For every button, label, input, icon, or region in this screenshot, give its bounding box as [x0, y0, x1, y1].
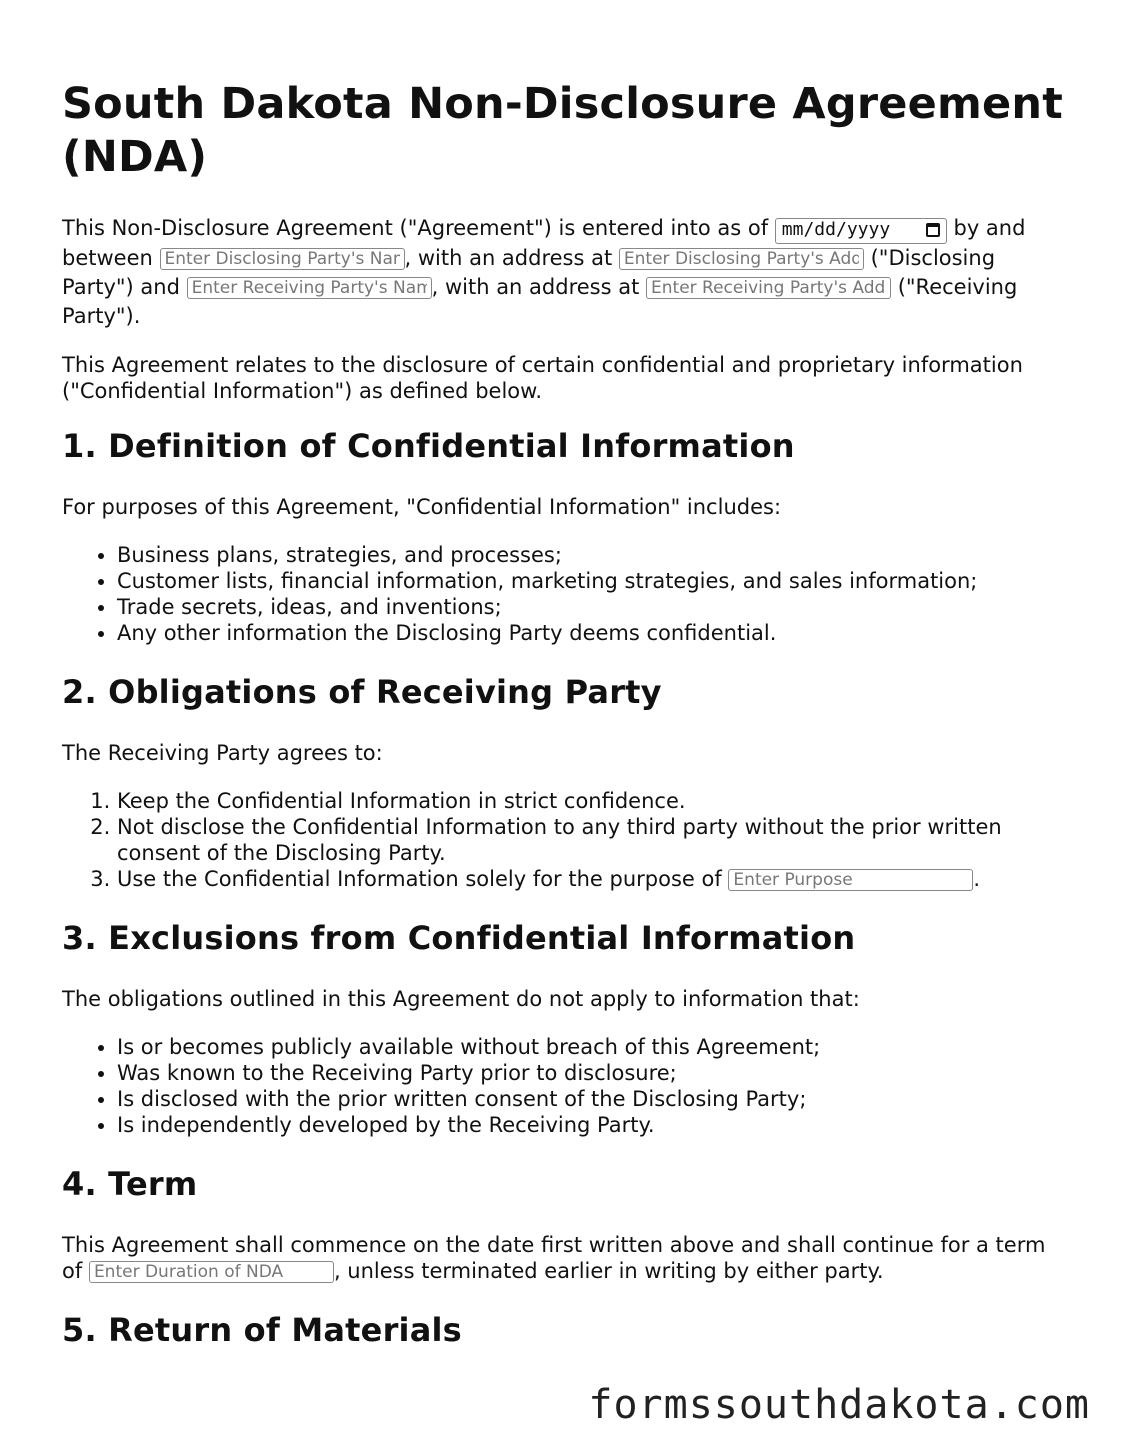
- disclosing-party-address-input[interactable]: [619, 248, 864, 270]
- section-2-list: [62, 788, 1066, 892]
- intro-text-b: by and between: [62, 216, 1026, 270]
- list-item: • Is independently developed by the Receiving Party.: [117, 1112, 1066, 1138]
- receiving-party-address-input[interactable]: [646, 277, 891, 299]
- item3-text-a: Use the Confidential Information solely for the purpose of: [117, 867, 722, 891]
- watermark: formssouthdakota.com: [588, 1382, 1090, 1428]
- term-text-a: This Agreement shall commence on the date first written above and shall continue for a term of: [62, 1233, 1046, 1283]
- intro-text-a: This Non-Disclosure Agreement ("Agreement") is entered into as of: [62, 216, 769, 240]
- document-page: [62, 78, 1066, 1350]
- section-4-heading: 4. Term: [62, 1165, 198, 1203]
- intro-paragraph-2: This Agreement relates to the disclosure of certain confidential and proprietary information ("Confidential Information") as defined below.: [62, 353, 1023, 403]
- section-1-heading: 1. Definition of Confidential Information: [62, 427, 795, 465]
- receiving-party-name-input[interactable]: [187, 277, 432, 299]
- calendar-icon[interactable]: [926, 223, 940, 237]
- disclosing-party-name-input[interactable]: [160, 248, 405, 270]
- section-5-heading: 5. Return of Materials: [62, 1311, 462, 1349]
- page-title: South Dakota Non-Disclosure Agreement (NDA): [62, 79, 1063, 182]
- section-3-heading: 3. Exclusions from Confidential Information: [62, 919, 856, 957]
- list-item: [117, 866, 1066, 892]
- date-field[interactable]: [775, 218, 947, 244]
- section-3-text: The obligations outlined in this Agreement do not apply to information that:: [62, 987, 860, 1011]
- list-item: 1. Keep the Confidential Information in strict confidence.: [117, 788, 1066, 814]
- section-2-text: The Receiving Party agrees to:: [62, 741, 383, 765]
- list-item: 2. Not disclose the Confidential Information to any third party without the prior written consent of the Disclosing Party.: [117, 814, 1066, 866]
- intro-text-e: , with an address at: [431, 275, 640, 299]
- date-placeholder: mm/dd/yyyy: [781, 219, 891, 240]
- purpose-input[interactable]: [728, 869, 973, 891]
- section-2-heading: 2. Obligations of Receiving Party: [62, 673, 662, 711]
- intro-text-f: ("Receiving Party").: [62, 275, 1018, 328]
- list-item: • Business plans, strategies, and processes;: [117, 542, 1066, 568]
- duration-input[interactable]: [89, 1261, 334, 1283]
- term-text-b: , unless terminated earlier in writing by either party.: [333, 1259, 884, 1283]
- intro-paragraph: [62, 214, 1066, 331]
- list-item: • Was known to the Receiving Party prior to disclosure;: [117, 1060, 1066, 1086]
- section-4-text: [62, 1232, 1066, 1284]
- intro-text-c: , with an address at: [404, 246, 613, 270]
- list-item: • Is disclosed with the prior written consent of the Disclosing Party;: [117, 1086, 1066, 1112]
- list-item: • Is or becomes publicly available without breach of this Agreement;: [117, 1034, 1066, 1060]
- intro-text-d: ("Disclosing Party") and: [62, 246, 996, 299]
- section-3-list: [62, 1034, 1066, 1138]
- item3-text-b: .: [973, 867, 981, 891]
- section-1-text: For purposes of this Agreement, "Confidential Information" includes:: [62, 495, 782, 519]
- list-item: • Trade secrets, ideas, and inventions;: [117, 594, 1066, 620]
- section-1-list: [62, 542, 1066, 646]
- list-item: • Customer lists, financial information, marketing strategies, and sales information;: [117, 568, 1066, 594]
- list-item: • Any other information the Disclosing Party deems confidential.: [117, 620, 1066, 646]
